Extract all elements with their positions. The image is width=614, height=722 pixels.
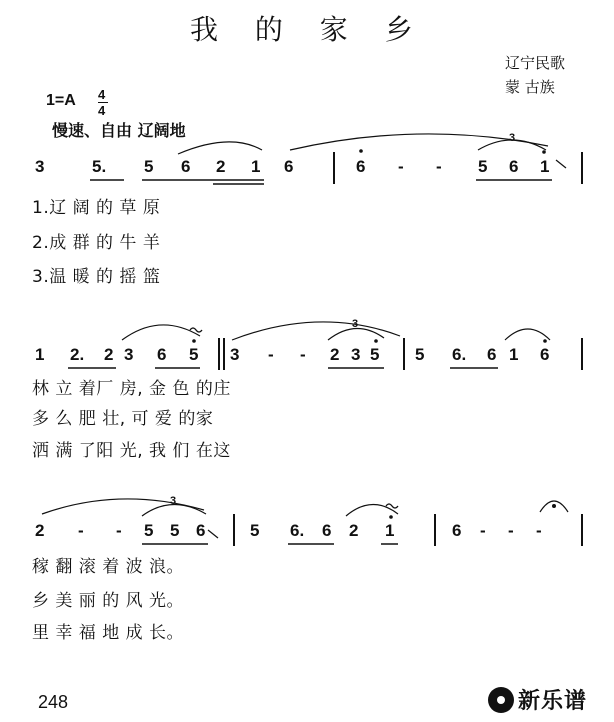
note: 2 <box>330 345 340 364</box>
note: 5 <box>415 345 425 364</box>
note: 2. <box>70 345 85 364</box>
note: 1 <box>35 345 45 364</box>
note: 5 <box>189 345 199 364</box>
note: 6 <box>452 521 462 540</box>
note: 2 <box>349 521 359 540</box>
note: 6 <box>196 521 206 540</box>
note: 6 <box>181 157 191 176</box>
note: - <box>436 157 442 176</box>
note: 5 <box>478 157 488 176</box>
note: 2 <box>35 521 45 540</box>
lyric-line: 2.成 群 的 牛 羊 <box>32 233 161 253</box>
note: 6 <box>540 345 550 364</box>
note: 3 <box>35 157 45 176</box>
note: - <box>116 521 122 540</box>
song-title: 我 的 家 乡 <box>190 13 427 46</box>
lyric-line: 稼 翻 滚 着 波 浪。 <box>32 557 185 577</box>
song-ethnicity: 蒙 古族 <box>505 78 555 96</box>
note: 6 <box>284 157 294 176</box>
lyric-line: 多 么 肥 壮, 可 爱 的家 <box>32 409 214 429</box>
lyric-line: 洒 满 了阳 光, 我 们 在这 <box>32 441 231 461</box>
system-2-notes <box>35 345 549 364</box>
logo-text: 新乐谱 <box>518 689 588 714</box>
note: 2 <box>216 157 226 176</box>
note: 5 <box>144 157 154 176</box>
note: 1 <box>385 521 395 540</box>
note: - <box>300 345 306 364</box>
note: 6 <box>157 345 167 364</box>
site-logo[interactable] <box>488 684 587 715</box>
note: 3 <box>351 345 361 364</box>
note: - <box>268 345 274 364</box>
system-1-notes <box>35 157 549 176</box>
system-3-notes <box>35 521 542 540</box>
note: 6 <box>322 521 332 540</box>
note: - <box>398 157 404 176</box>
lyric-line: 1.辽 阔 的 草 原 <box>32 198 161 218</box>
lyric-line: 林 立 着厂 房, 金 色 的庄 <box>32 379 231 399</box>
svg-text:3: 3 <box>509 132 516 144</box>
svg-text:3: 3 <box>170 495 177 507</box>
tempo-marking: 慢速、自由 辽阔地 <box>52 121 186 140</box>
note: - <box>78 521 84 540</box>
time-signature-top: 4 <box>98 87 106 102</box>
lyric-line: 3.温 暖 的 摇 篮 <box>32 267 161 287</box>
note: 6 <box>487 345 497 364</box>
note: 5 <box>144 521 154 540</box>
lyric-line: 乡 美 丽 的 风 光。 <box>32 591 185 611</box>
note: 3 <box>230 345 240 364</box>
key-signature: 1=A <box>46 92 76 109</box>
svg-text:3: 3 <box>352 318 359 330</box>
note: - <box>508 521 514 540</box>
note: 6. <box>452 345 467 364</box>
note: 6 <box>509 157 519 176</box>
page-number: 248 <box>38 692 69 712</box>
record-icon <box>488 687 514 713</box>
note: 1 <box>540 157 550 176</box>
song-origin: 辽宁民歌 <box>505 54 566 72</box>
note: - <box>536 521 542 540</box>
note: 1 <box>509 345 519 364</box>
note: 3 <box>124 345 134 364</box>
note: 5 <box>170 521 180 540</box>
note: 1 <box>251 157 261 176</box>
note: 2 <box>104 345 114 364</box>
note: 5. <box>92 157 107 176</box>
time-signature-bottom: 4 <box>98 103 106 118</box>
note: 5 <box>250 521 260 540</box>
note: 6 <box>356 157 366 176</box>
lyric-line: 里 幸 福 地 成 长。 <box>32 623 185 643</box>
note: 5 <box>370 345 380 364</box>
note: - <box>480 521 486 540</box>
note: 6. <box>290 521 305 540</box>
